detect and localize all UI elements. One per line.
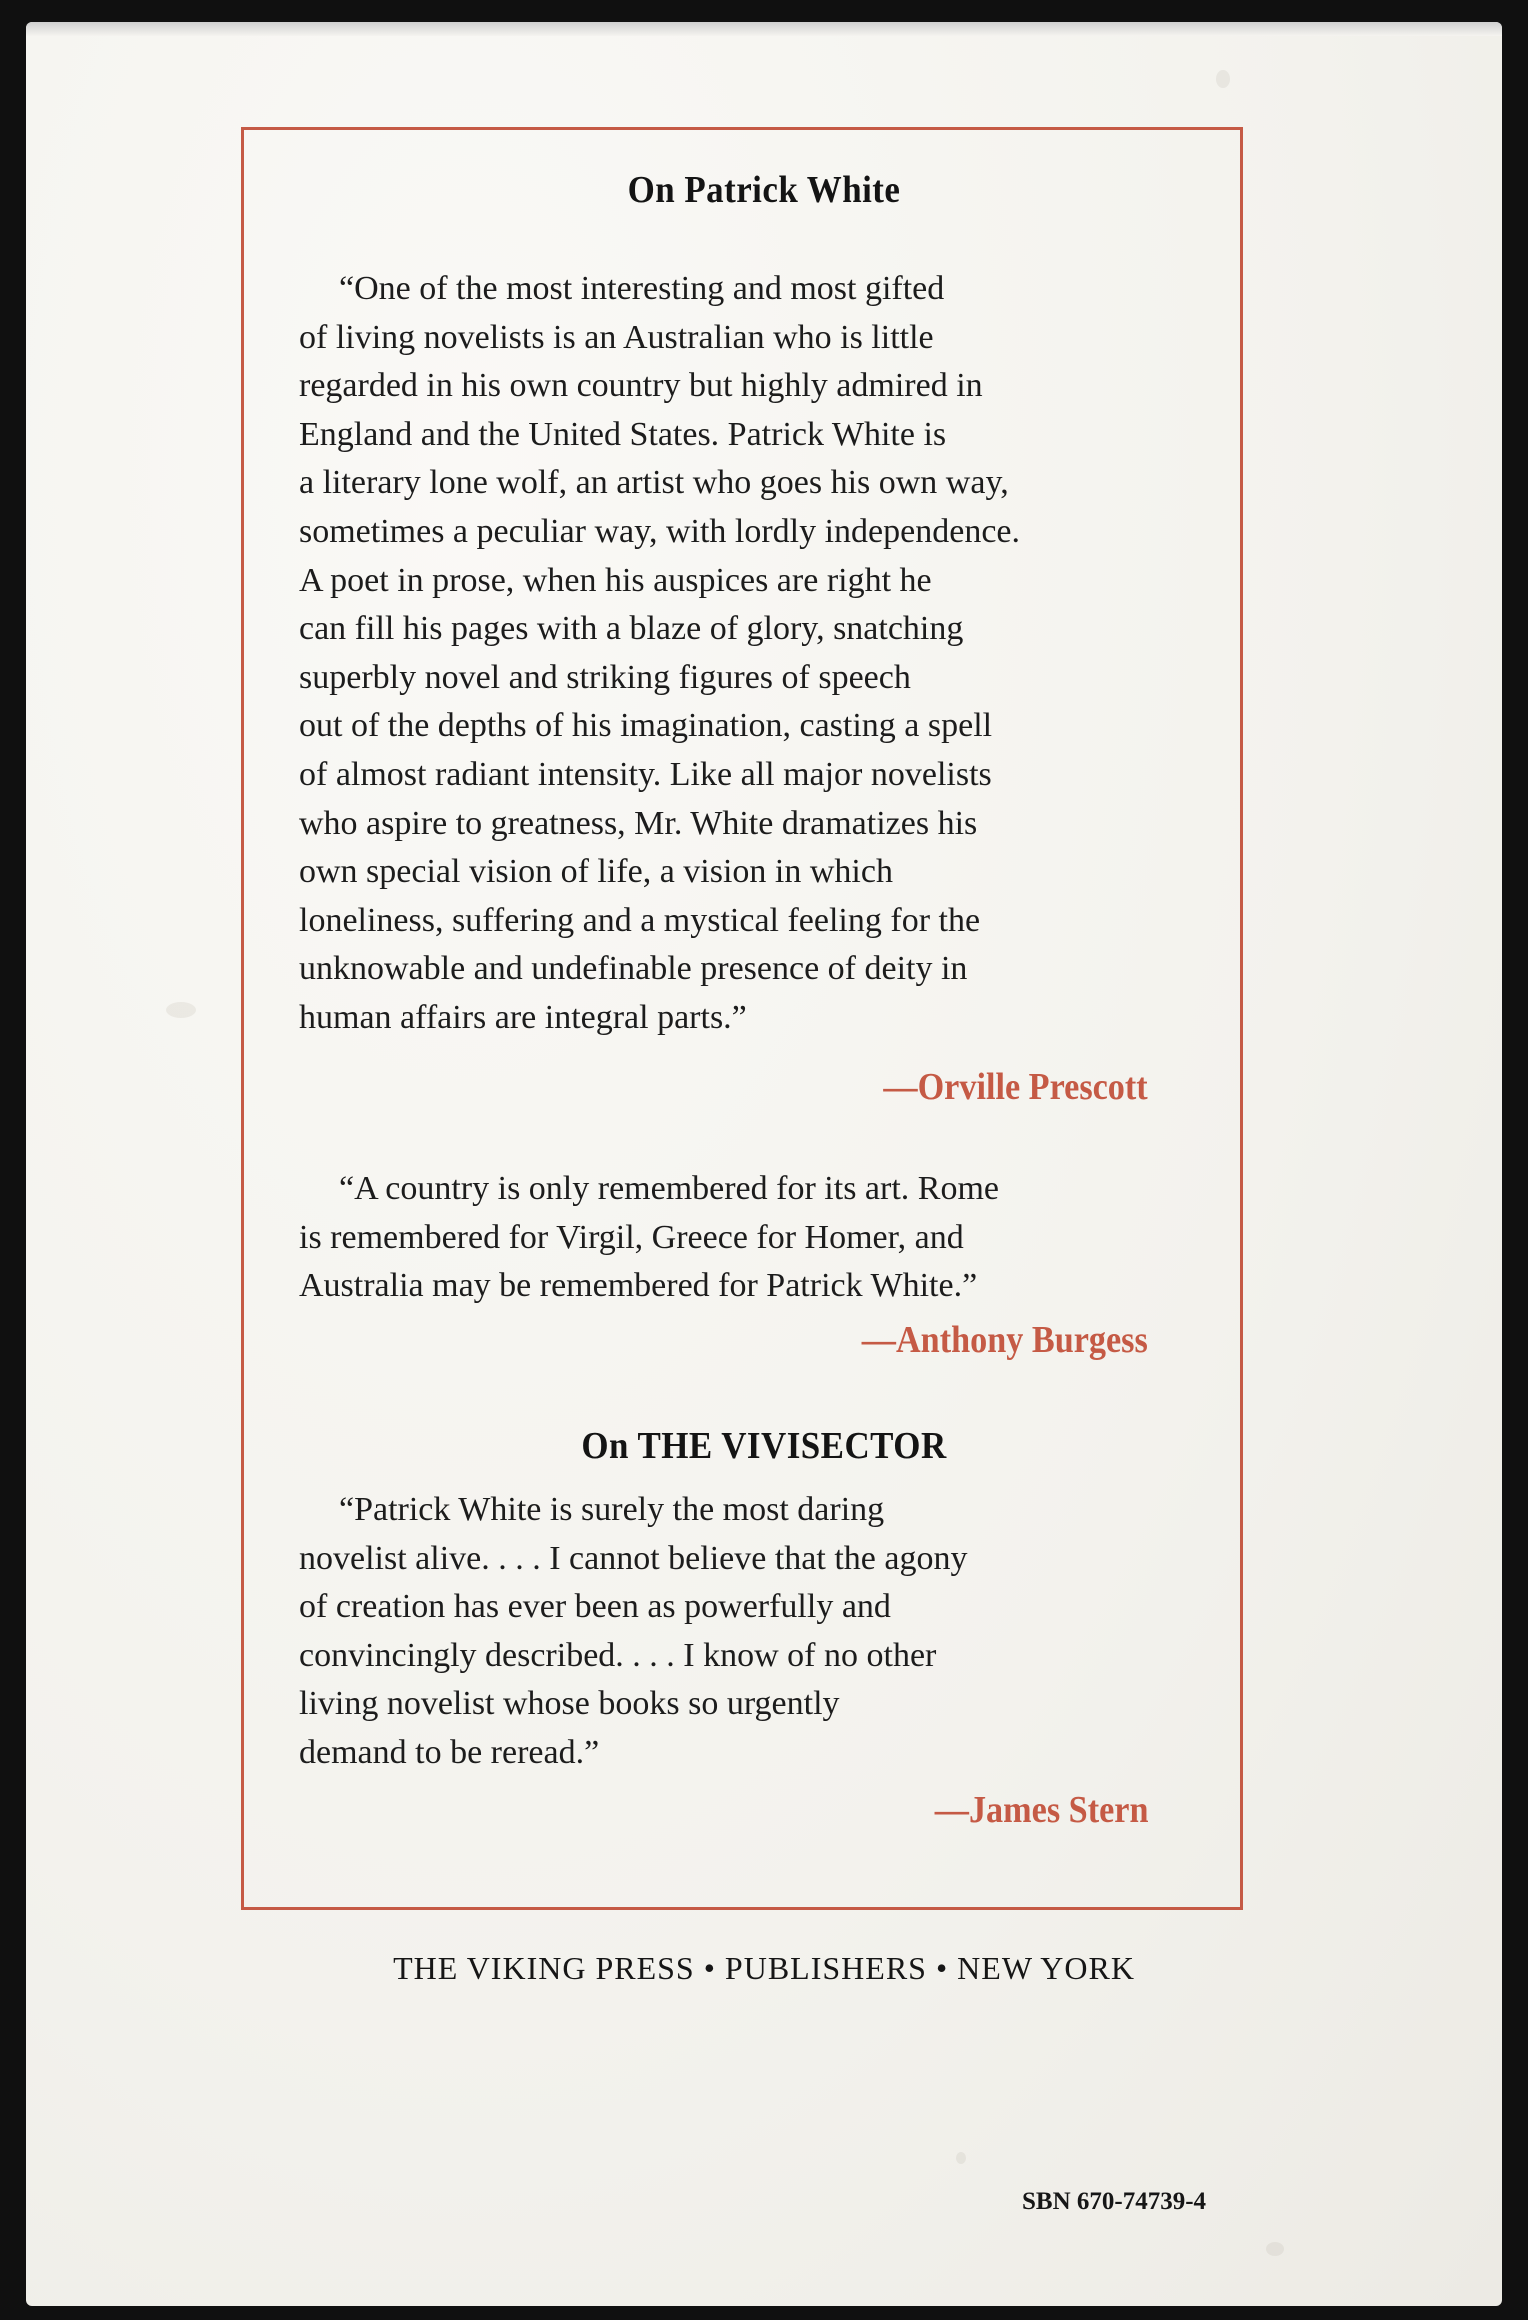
publisher-imprint: THE VIKING PRESS • PUBLISHERS • NEW YORK [393, 1950, 1135, 1986]
quote-line: who aspire to greatness, Mr. White dramatizes his [299, 804, 978, 842]
quote-line: A poet in prose, when his auspices are right he [299, 561, 932, 599]
quote-line: of living novelists is an Australian who is little [299, 318, 934, 356]
quote-line: of creation has ever been as powerfully and [299, 1588, 891, 1626]
attribution-orville-prescott: —Orville Prescott [883, 1066, 1148, 1108]
quote-line: living novelist whose books so urgently [299, 1685, 840, 1723]
quote-line: convincingly described. . . . I know of no other [299, 1636, 937, 1674]
attribution-james-stern: —James Stern [934, 1789, 1148, 1831]
quote-line: of almost radiant intensity. Like all major novelists [299, 755, 992, 793]
quote-line: unknowable and undefinable presence of deity in [299, 950, 968, 988]
quote-line: own special vision of life, a vision in which [299, 853, 893, 891]
quote-line: sometimes a peculiar way, with lordly independence. [299, 512, 1021, 550]
quote-line: Australia may be remembered for Patrick White.” [299, 1267, 978, 1305]
quote-burgess [299, 1165, 1199, 1311]
quote-line: “One of the most interesting and most gifted [339, 270, 945, 307]
sbn-number: SBN 670-74739-4 [1022, 2188, 1207, 2215]
quote-line: superbly novel and striking figures of speech [299, 658, 911, 696]
quote-line: human affairs are integral parts.” [299, 998, 747, 1036]
section-heading-patrick-white: On Patrick White [627, 169, 901, 211]
quote-line: demand to be reread.” [299, 1733, 600, 1771]
quote-line: novelist alive. . . . I cannot believe that the agony [299, 1539, 968, 1577]
quote-line: “Patrick White is surely the most daring [339, 1491, 885, 1528]
attribution-anthony-burgess: —Anthony Burgess [861, 1319, 1148, 1361]
cover-top-edge [26, 22, 1502, 36]
paper-wear-mark [1216, 70, 1230, 88]
paper-wear-mark [956, 2152, 966, 2164]
quote-prescott [299, 265, 1199, 1043]
quote-stern [299, 1486, 1199, 1778]
section-heading-vivisector: On THE VIVISECTOR [581, 1425, 947, 1467]
quote-line: loneliness, suffering and a mystical feeling for the [299, 901, 981, 939]
quote-line: “A country is only remembered for its art. Rome [339, 1170, 999, 1207]
quote-line: England and the United States. Patrick White is [299, 415, 947, 453]
quote-line: regarded in his own country but highly admired in [299, 367, 983, 405]
paper-wear-mark [166, 1002, 196, 1018]
quote-line: is remembered for Virgil, Greece for Homer, and [299, 1218, 964, 1256]
quote-line: a literary lone wolf, an artist who goes his own way, [299, 464, 1009, 502]
quote-line: out of the depths of his imagination, casting a spell [299, 707, 993, 745]
paper-wear-mark [1266, 2242, 1284, 2256]
quote-line: can fill his pages with a blaze of glory, snatching [299, 610, 964, 648]
